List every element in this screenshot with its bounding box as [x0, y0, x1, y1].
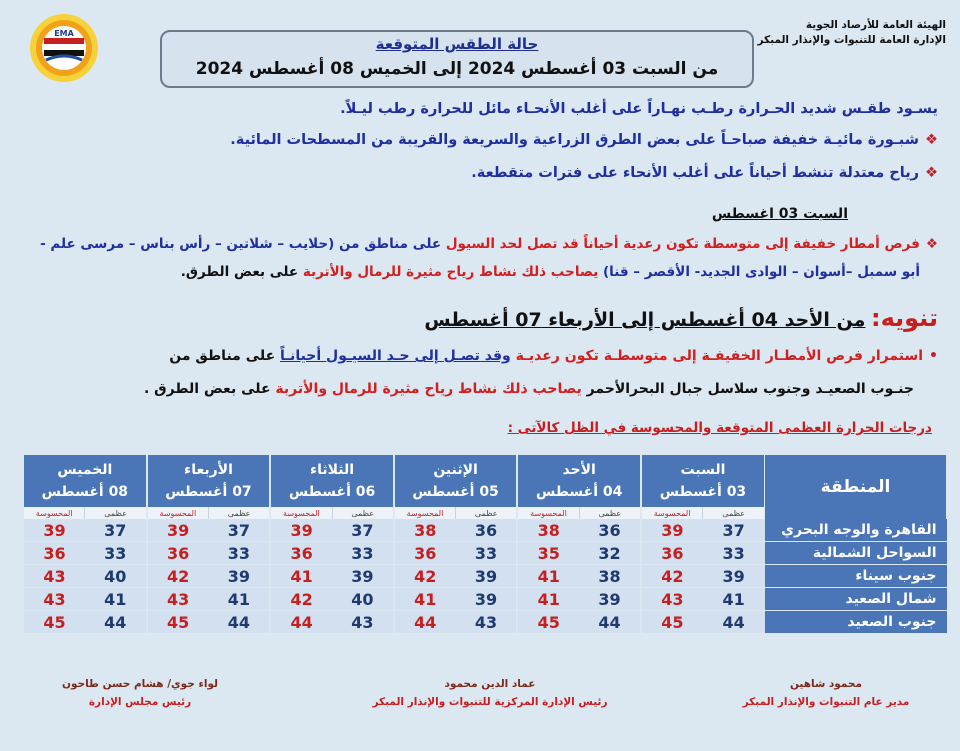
max-temp: 37 — [85, 519, 147, 542]
temperature-table — [22, 455, 947, 634]
max-temp: 40 — [85, 565, 147, 588]
feel-temp: 41 — [517, 588, 579, 611]
date-range: من السبت 03 أغسطس 2024 إلى الخميس 08 أغسطس 2024 — [195, 59, 719, 79]
feel-label: المحسوسة — [394, 507, 456, 519]
region-name: جنوب سيناء — [765, 565, 947, 588]
max-temp: 36 — [456, 519, 518, 542]
general-line-2: ❖شبـورة مائيـة خفيفة صباحـاً على بعض الطرق الزراعية والسريعة والقريبة من المسطحات المائية. — [230, 132, 938, 148]
general-line-3: ❖رياح معتدلة تنشط أحياناً على أغلب الأنحاء على فترات متقطعة. — [471, 165, 938, 181]
feel-temp: 39 — [641, 519, 703, 542]
org-line-1: الهيئة العامة للأرصاد الجوية — [805, 19, 946, 31]
day-header: الأربعاء 07 أغسطس — [147, 455, 271, 507]
max-temp: 44 — [579, 611, 641, 634]
day-header: الثلاثاء 06 أغسطس — [270, 455, 394, 507]
diamond-bullet-icon: ❖ — [925, 236, 938, 252]
max-temp: 44 — [85, 611, 147, 634]
signature-head: عماد الدين محمود رئيس الإدارة المركزية للتنبوات والإنذار المبكر — [372, 678, 608, 708]
max-temp: 36 — [579, 519, 641, 542]
feel-label: المحسوسة — [641, 507, 703, 519]
max-label: عظمى — [85, 507, 147, 519]
feel-temp: 36 — [147, 542, 209, 565]
notice-label: تنويه: — [870, 304, 938, 332]
max-label: عظمى — [579, 507, 641, 519]
ema-logo — [20, 12, 108, 84]
max-label: عظمى — [332, 507, 394, 519]
max-temp: 32 — [579, 542, 641, 565]
max-temp: 39 — [332, 565, 394, 588]
feel-temp: 45 — [517, 611, 579, 634]
feel-temp: 45 — [641, 611, 703, 634]
notice-line-2: جنـوب الصعيـد وجنوب سلاسل جبال البحرالأحمر يصاحب ذلك نشاط رياح مثيرة للرمال والأتربة على بعض الطرق . — [143, 381, 914, 397]
table-row — [23, 519, 947, 542]
table-row — [23, 611, 947, 634]
max-temp: 37 — [703, 519, 765, 542]
notice-line-1: •استمرار فرص الأمطـار الخفيفـة إلى متوسطـة تكون رعديـة وقد تصـل إلى حـد السيـول أحيانـاً على مناطق من — [169, 348, 938, 364]
max-temp: 39 — [579, 588, 641, 611]
bullet-icon: • — [929, 348, 938, 364]
saturday-heading: السبت 03 اغسطس — [711, 206, 848, 222]
region-name: السواحل الشمالية — [765, 542, 947, 565]
max-temp: 39 — [456, 565, 518, 588]
region-name: القاهرة والوجه البحري — [765, 519, 947, 542]
max-temp: 39 — [208, 565, 270, 588]
feel-temp: 42 — [394, 565, 456, 588]
max-label: عظمى — [456, 507, 518, 519]
region-header: المنطقة — [765, 455, 947, 519]
saturday-rain-line-1: ❖فرص أمطار خفيفة إلى متوسطة تكون رعدية أحياناً قد تصل لحد السيول على مناطق من (حلايب – شلاتين – رأس بناس – مرسى علم - — [40, 236, 938, 252]
feel-temp: 38 — [517, 519, 579, 542]
feel-temp: 45 — [23, 611, 85, 634]
table-row — [23, 542, 947, 565]
saturday-rain-line-2: أبو سمبل –أسوان – الوادى الجديد- الأقصر – قنا) يصاحب ذلك نشاط رياح مثيرة للرمال والأتربة على بعض الطرق. — [180, 264, 920, 280]
feel-temp: 35 — [517, 542, 579, 565]
max-label: عظمى — [703, 507, 765, 519]
max-temp: 37 — [332, 519, 394, 542]
day-header: السبت 03 أغسطس — [641, 455, 765, 507]
general-line-1: يسـود طقـس شديد الحـرارة رطـب نهـاراً على أغلب الأنحـاء مائل للحرارة رطب ليـلاً. — [340, 101, 938, 117]
organization-name — [758, 18, 946, 48]
feel-temp: 42 — [147, 565, 209, 588]
feel-label: المحسوسة — [147, 507, 209, 519]
max-temp: 44 — [208, 611, 270, 634]
max-temp: 33 — [456, 542, 518, 565]
table-row — [23, 588, 947, 611]
diamond-bullet-icon: ❖ — [925, 165, 938, 181]
feel-label: المحسوسة — [517, 507, 579, 519]
signature-chairman: لواء جوي/ هشام حسن طاحون رئيس مجلس الإدارة — [62, 678, 218, 708]
table-header-row — [23, 455, 947, 507]
page-title: حالة الطقس المتوقعة — [375, 35, 539, 53]
max-temp: 44 — [703, 611, 765, 634]
feel-label: المحسوسة — [270, 507, 332, 519]
max-temp: 33 — [85, 542, 147, 565]
svg-text:EMA: EMA — [54, 29, 74, 38]
diamond-bullet-icon: ❖ — [925, 132, 938, 148]
max-temp: 38 — [579, 565, 641, 588]
feel-label: المحسوسة — [23, 507, 85, 519]
max-temp: 39 — [703, 565, 765, 588]
feel-temp: 39 — [270, 519, 332, 542]
max-label: عظمى — [208, 507, 270, 519]
max-temp: 40 — [332, 588, 394, 611]
feel-temp: 36 — [23, 542, 85, 565]
feel-temp: 41 — [517, 565, 579, 588]
feel-temp: 42 — [641, 565, 703, 588]
region-name: جنوب الصعيد — [765, 611, 947, 634]
day-header: الأحد 04 أغسطس — [517, 455, 641, 507]
day-header: الإثنين 05 أغسطس — [394, 455, 518, 507]
day-header: الخميس 08 أغسطس — [23, 455, 147, 507]
feel-temp: 36 — [394, 542, 456, 565]
feel-temp: 43 — [641, 588, 703, 611]
org-line-2: الإدارة العامة للتنبوات والإنذار المبكر — [757, 34, 946, 46]
max-temp: 41 — [703, 588, 765, 611]
feel-temp: 43 — [147, 588, 209, 611]
temperature-caption: درجات الحرارة العظمى المتوقعة والمحسوسة في الظل كالآتى : — [507, 420, 932, 436]
max-temp: 33 — [703, 542, 765, 565]
feel-temp: 44 — [270, 611, 332, 634]
max-temp: 43 — [332, 611, 394, 634]
notice-heading — [424, 304, 938, 332]
max-temp: 43 — [456, 611, 518, 634]
max-temp: 39 — [456, 588, 518, 611]
title-box — [160, 30, 754, 88]
region-name: شمال الصعيد — [765, 588, 947, 611]
feel-temp: 39 — [147, 519, 209, 542]
table-row — [23, 565, 947, 588]
feel-temp: 38 — [394, 519, 456, 542]
max-temp: 37 — [208, 519, 270, 542]
feel-temp: 43 — [23, 588, 85, 611]
feel-temp: 42 — [270, 588, 332, 611]
feel-temp: 36 — [641, 542, 703, 565]
max-temp: 41 — [85, 588, 147, 611]
feel-temp: 43 — [23, 565, 85, 588]
notice-range: من الأحد 04 أغسطس إلى الأربعاء 07 أغسطس — [424, 309, 866, 331]
feel-temp: 45 — [147, 611, 209, 634]
signature-director: محمود شاهين مدير عام التنبوات والإنذار المبكر — [742, 678, 910, 708]
max-temp: 33 — [332, 542, 394, 565]
feel-temp: 39 — [23, 519, 85, 542]
feel-temp: 41 — [394, 588, 456, 611]
feel-temp: 44 — [394, 611, 456, 634]
max-temp: 33 — [208, 542, 270, 565]
max-temp: 41 — [208, 588, 270, 611]
feel-temp: 41 — [270, 565, 332, 588]
feel-temp: 36 — [270, 542, 332, 565]
